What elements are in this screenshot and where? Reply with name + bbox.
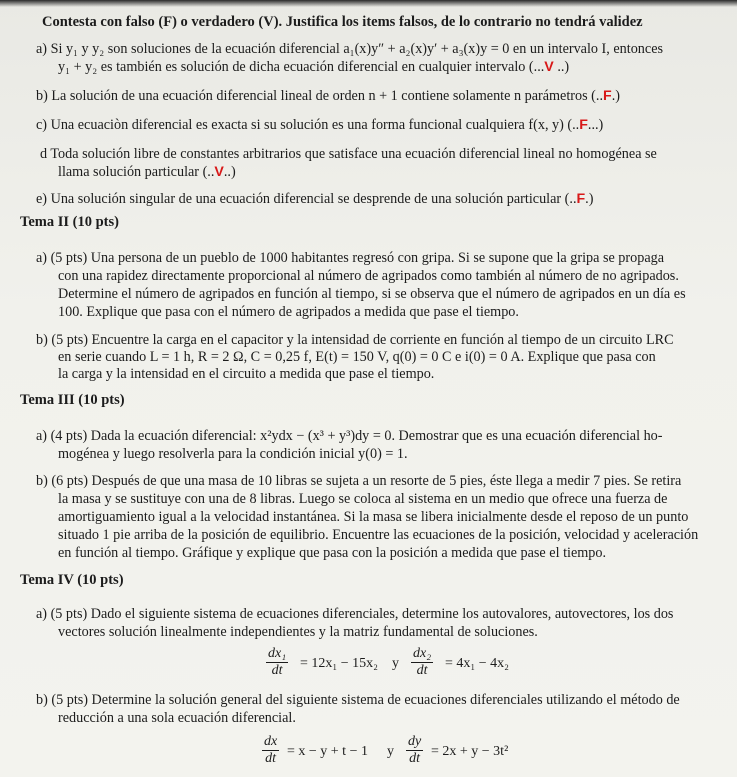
answer-mark-1b: F xyxy=(603,88,612,104)
tema3-heading: Tema III (10 pts) xyxy=(20,392,125,408)
eq1-conjunction: y xyxy=(392,656,399,671)
eq1-denominator-1: dt xyxy=(271,663,283,678)
item-1d-line2 xyxy=(58,164,236,180)
eq1-denominator-2: dt xyxy=(416,663,428,678)
item-1e-text: e) Una solución singular de una ecuación diferencial se desprende de una solución particular (.. xyxy=(36,191,577,207)
item-3b-line1: b) (6 pts) Después de que una masa de 10 libras se sujeta a un resorte de 5 pies, éste llega a medir 7 pies. Se retira xyxy=(36,473,682,489)
item-1b-text: b) La solución de una ecuación diferencial lineal de orden n + 1 contiene solamente n parámetros (.. xyxy=(36,88,604,104)
eq2-rhs-2: = 2x + y − 3t² xyxy=(431,744,509,759)
item-4b-line1: b) (5 pts) Determine la solución general del siguiente sistema de ecuaciones diferenciales utilizando el método de xyxy=(36,692,680,708)
item-1d-text: llama solución particular (.. xyxy=(58,164,215,180)
eq2-denominator-2: dt xyxy=(409,751,421,766)
eq1-numerator-2: dx₂ xyxy=(413,646,432,661)
tema2-heading: Tema II (10 pts) xyxy=(20,214,119,230)
answer-mark-1c: F xyxy=(579,117,588,133)
eq2-fraction-1 xyxy=(262,734,279,767)
item-1a-close: ..) xyxy=(553,59,570,75)
eq2-numerator-2: dy xyxy=(408,734,422,749)
item-1d-close: ..) xyxy=(223,164,236,180)
eq1-rhs-2: = 4x₁ − 4x₂ xyxy=(445,656,510,671)
item-1c xyxy=(36,117,603,133)
item-1b xyxy=(36,88,620,104)
item-4a-line2: vectores solución linealmente independientes y la matriz fundamental de soluciones. xyxy=(58,624,538,640)
item-1a-line2 xyxy=(58,59,569,75)
item-4a-line1: a) (5 pts) Dado el siguiente sistema de ecuaciones diferenciales, determine los autovalores, autovectores, los dos xyxy=(36,606,674,622)
eq1-fraction-2 xyxy=(411,646,433,679)
eq2-fraction-2 xyxy=(406,734,423,767)
eq2-rhs-1: = x − y + t − 1 xyxy=(287,744,368,759)
item-3b-line4: situado 1 pie arriba de la posición de equilibrio. Encuentre las ecuaciones de la posición, velocidad y aceleración xyxy=(58,527,699,543)
top-edge-shadow xyxy=(0,0,737,7)
item-2a-line3: Determine el número de agripados en función al tiempo, si se observa que el número de agripados en un día es xyxy=(58,286,686,302)
instructions-title: Contesta con falso (F) o verdadero (V). Justifica los items falsos, de lo contrario no tendrá validez xyxy=(42,14,643,30)
item-1c-text: c) Una ecuaciòn diferencial es exacta si su solución es una forma funcional cualquiera f(x, y) (.. xyxy=(36,117,580,133)
eq2-numerator-1: dx xyxy=(264,734,278,749)
item-3a-line1: a) (4 pts) Dada la ecuación diferencial: x²ydx − (x³ + y³)dy = 0. Demostrar que es una ecuación diferencial ho- xyxy=(36,428,663,444)
eq1-rhs-1: = 12x₁ − 15x₂ xyxy=(300,656,379,671)
eq2-denominator-1: dt xyxy=(265,751,277,766)
eq1-fraction-1 xyxy=(266,646,288,679)
eq2-conjunction: y xyxy=(387,744,394,759)
item-1c-close: ...) xyxy=(587,117,604,133)
item-4b-line2: reducción a una sola ecuación diferencial. xyxy=(58,710,296,726)
item-3b-line2: la masa y se sustituye con una de 8 libras. Luego se coloca al sistema en un medio que ofrece una fuerza de xyxy=(58,491,668,507)
item-2b-line3: la carga y la intensidad en el circuito a medida que pase el tiempo. xyxy=(58,366,435,382)
answer-mark-1e: F xyxy=(576,191,586,207)
item-3b-line3: amortiguamiento igual a la velocidad instantánea. Si la masa se libera inicialmente desde el reposo de un punto xyxy=(58,509,689,525)
item-3b-line5: en función al tiempo. Gráfique y explique que pasa con la posición a medida que pase el tiempo. xyxy=(58,545,607,561)
item-3a-line2: mogénea y luego resolverla para la condición inicial y(0) = 1. xyxy=(58,446,408,462)
item-1d-line1: d Toda solución libre de constantes arbitrarios que satisface una ecuación diferencial lineal no homogénea se xyxy=(40,146,657,162)
item-2a-line2: con una rapidez directamente proporcional al número de agripados como también al número de no agripados. xyxy=(58,268,679,284)
eq1-numerator-1: dx₁ xyxy=(268,646,287,661)
item-1b-close: .) xyxy=(611,88,620,104)
item-1e-close: .) xyxy=(585,191,594,207)
item-1e xyxy=(36,191,593,207)
answer-mark-1a: V xyxy=(544,59,554,75)
item-2b-line1: b) (5 pts) Encuentre la carga en el capacitor y la intensidad de corriente en función al tiempo de un circuito LRC xyxy=(36,332,674,348)
item-2b-line2: en serie cuando L = 1 h, R = 2 Ω, C = 0,25 f, E(t) = 150 V, q(0) = 0 C e i(0) = 0 A. Explique que pasa con xyxy=(58,349,656,365)
item-1a-line1: a) Si y₁ y y₂ son soluciones de la ecuación diferencial a₁(x)y″ + a₂(x)y′ + a₃(x)y = 0 en un intervalo I, entonces xyxy=(36,41,664,57)
item-2a-line1: a) (5 pts) Una persona de un pueblo de 1000 habitantes regresó con gripa. Si se supone que la gripa se propaga xyxy=(36,250,665,266)
answer-mark-1d: V xyxy=(214,164,224,180)
item-2a-line4: 100. Explique que pasa con el número de agripados a medida que pase el tiempo. xyxy=(58,304,519,320)
item-1a-text: y₁ + y₂ es también es solución de dicha ecuación diferencial en cualquier intervalo (... xyxy=(58,59,545,75)
tema4-heading: Tema IV (10 pts) xyxy=(20,572,124,588)
